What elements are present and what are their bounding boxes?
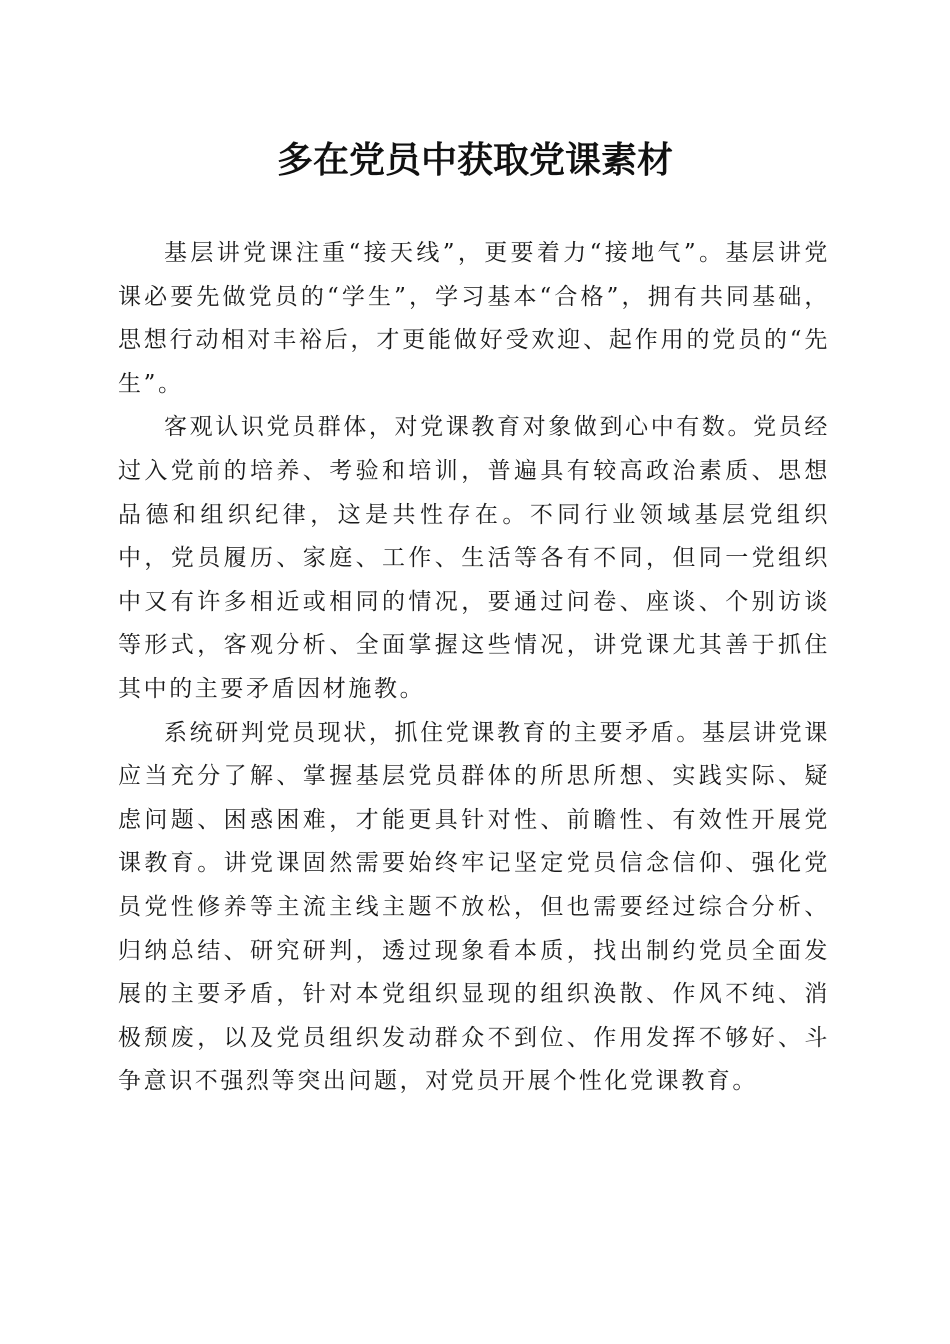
- document-title: 多在党员中获取党课素材: [276, 139, 673, 181]
- paragraph-1: 基层讲党课注重“接天线”，更要着力“接地气”。基层讲党课必要先做党员的“学生”，学习基本“合格”，拥有共同基础，思想行动相对丰裕后，才更能做好受欢迎、起作用的党员的“先生”。: [118, 240, 830, 397]
- document-body: [118, 232, 830, 1104]
- paragraph-3: 系统研判党员现状，抓住党课教育的主要矛盾。基层讲党课应当充分了解、掌握基层党员群体的所思所想、实践实际、疑虑问题、困惑困难，才能更具针对性、前瞻性、有效性开展党课教育。讲党课固然需要始终牢记坚定党员信念信仰、强化党员党性修养等主流主线主题不放松，但也需要经过综合分析、归纳总结、研究研判，透过现象看本质，找出制约党员全面发展的主要矛盾，针对本党组织显现的组织涣散、作风不纯、消极颓废，以及党员组织发动群众不到位、作用发挥不够好、斗争意识不强烈等突出问题，对党员开展个性化党课教育。: [118, 719, 830, 1095]
- paragraph-2: 客观认识党员群体，对党课教育对象做到心中有数。党员经过入党前的培养、考验和培训，普遍具有较高政治素质、思想品德和组织纪律，这是共性存在。不同行业领域基层党组织中，党员履历、家庭、工作、生活等各有不同，但同一党组织中又有许多相近或相同的情况，要通过问卷、座谈、个别访谈等形式，客观分析、全面掌握这些情况，讲党课尤其善于抓住其中的主要矛盾因材施教。: [118, 414, 830, 702]
